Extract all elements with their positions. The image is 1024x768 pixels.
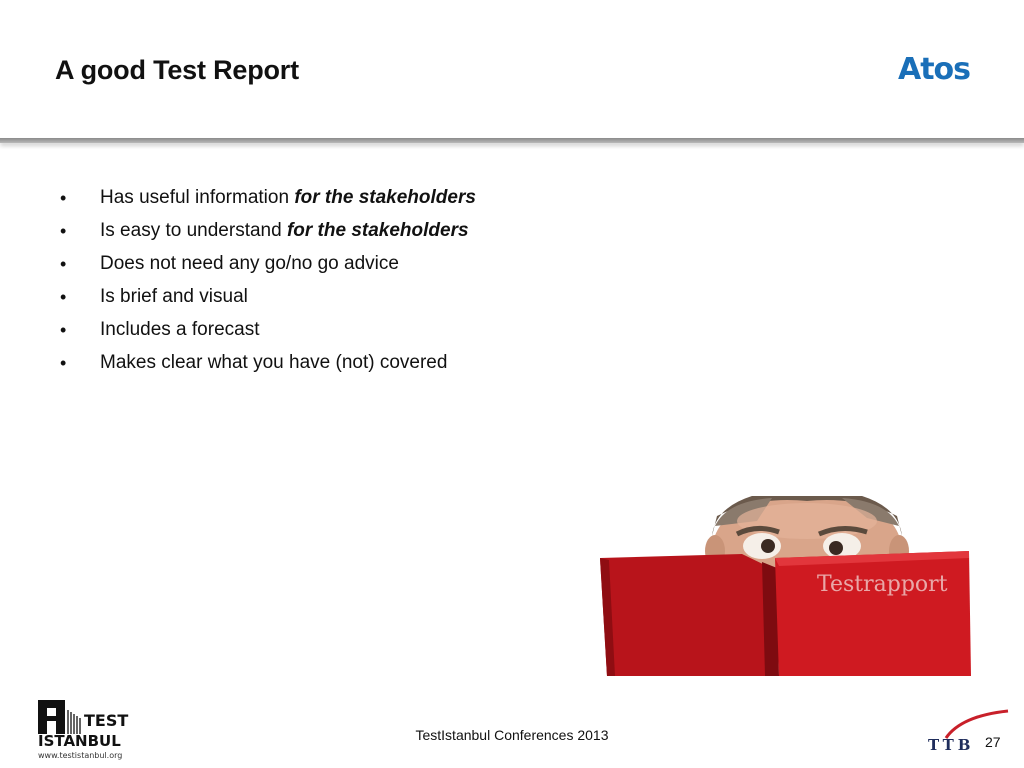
- bullet-text: Is easy to understand: [100, 220, 287, 241]
- bullet-glyph: •: [60, 254, 67, 274]
- slide-title: A good Test Report: [55, 55, 299, 85]
- logo-line2: ISTANBUL: [38, 732, 121, 750]
- illustration-svg: [597, 496, 975, 676]
- bullet-emphasis: for the stakeholders: [286, 220, 469, 241]
- bullet-text: Includes a forecast: [100, 319, 260, 340]
- bullet-glyph: •: [60, 353, 67, 373]
- bullet-emphasis: for the stakeholders: [294, 187, 476, 208]
- bullet-item: [60, 217, 476, 250]
- bullet-item: [60, 349, 476, 382]
- bullet-list: [60, 184, 476, 382]
- bullet-item: [60, 316, 476, 349]
- bullet-item: [60, 283, 476, 316]
- atos-logo: Atos: [898, 52, 971, 87]
- man-reading-book-illustration: [597, 496, 975, 676]
- bullet-glyph: •: [60, 287, 67, 307]
- bullet-glyph: •: [60, 188, 67, 208]
- footer-center-text: TestIstanbul Conferences 2013: [415, 727, 609, 743]
- bullet-glyph: •: [60, 320, 67, 340]
- bullet-text: Is brief and visual: [100, 286, 248, 307]
- bullet-item: [60, 184, 476, 217]
- page-number: 27: [985, 734, 1001, 750]
- header-rule: [0, 138, 1024, 143]
- bullet-item: [60, 250, 476, 283]
- book-title-text: Testrapport: [817, 572, 948, 597]
- bullet-text: Has useful information: [100, 187, 295, 208]
- bullet-text: Makes clear what you have (not) covered: [100, 352, 448, 373]
- ttb-logo-text: TTB: [928, 736, 975, 754]
- logo-url: www.testistanbul.org: [38, 751, 123, 760]
- logo-line1: TEST: [84, 711, 129, 730]
- ttb-logo: [926, 708, 1016, 758]
- bullet-glyph: •: [60, 221, 67, 241]
- bullet-text: Does not need any go/no go advice: [100, 253, 399, 274]
